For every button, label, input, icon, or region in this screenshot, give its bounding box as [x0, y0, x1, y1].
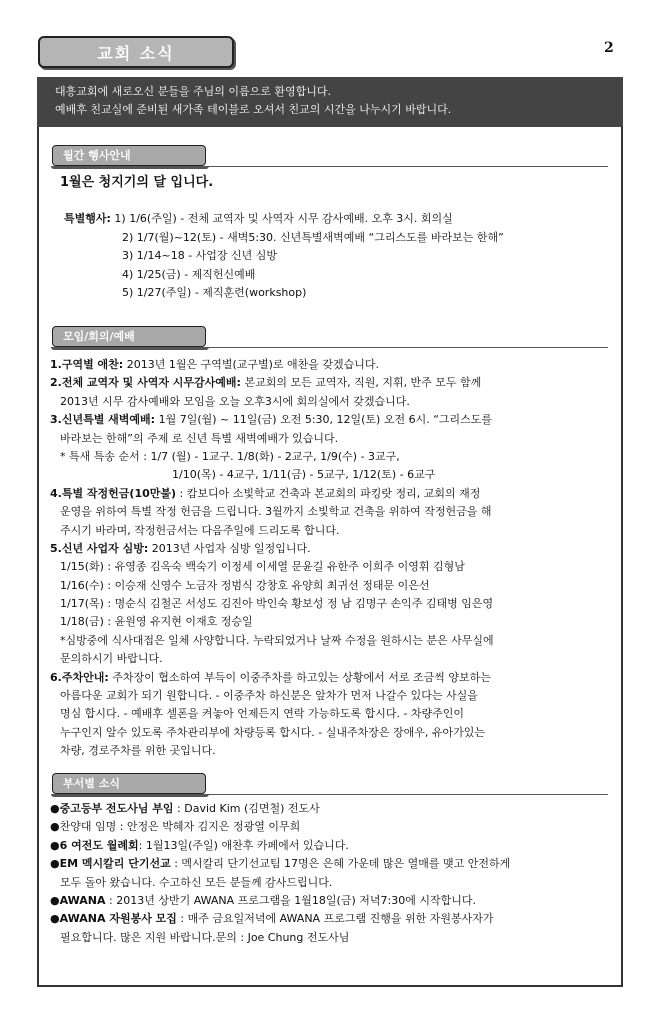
- list-item: 1.구역별 애찬: 2013년 1월은 구역별(교구별)로 애찬을 갖겠습니다.: [50, 358, 380, 371]
- list-item: ●찬양대 임명 : 안정은 박혜자 김지은 정광열 이무희: [50, 820, 301, 834]
- section-divider: [200, 794, 608, 795]
- list-item-cont: 모두 돌아 왔습니다. 수고하신 모든 분들께 감사드립니다.: [60, 875, 333, 889]
- visit-schedule-day: 1/18(금) : 윤원영 유지현 이재호 정승일: [60, 615, 253, 629]
- list-item-cont: 아름다운 교회가 되기 원합니다. - 이중주차 하신분은 앞차가 먼저 나갈수 있다는 사실을: [60, 689, 478, 703]
- dawn-choir-schedule: 1/10(목) - 4교구, 1/11(금) - 5교구, 1/12(토) - 6교구: [172, 468, 436, 482]
- list-item-cont: 누구인지 알수 있도록 주차관리부에 차량등록 합시다. - 실내주차장은 장애우, 유아가있는: [60, 725, 485, 739]
- list-item: ●AWANA : 2013년 상반기 AWANA 프로그램을 1월18일(금) 저녁7:30에 시작합니다.: [50, 893, 476, 907]
- special-events-label: 특별행사:: [64, 212, 111, 225]
- event-item: 5) 1/27(주일) - 제직훈련(workshop): [122, 286, 307, 299]
- list-item-cont: 주시기 바라며, 작정헌금서는 다음주일에 드리도록 합니다.: [60, 523, 340, 537]
- list-item: 5.신년 사업자 심방: 2013년 사업자 심방 일정입니다.: [50, 541, 311, 555]
- list-item: 2.전체 교역자 및 사역자 시무감사예배: 본교회의 모든 교역자, 직원, 지휘, 반주 모두 함께: [50, 376, 482, 390]
- tab-monthly-events: 월간 행사안내: [52, 145, 206, 166]
- list-item-cont: 2013년 시무 감사예배와 모임을 오늘 오후3시에 회의실에서 갖겠습니다.: [60, 394, 410, 408]
- list-item-cont: 명심 합시다. - 예배후 셀폰을 켜놓아 언제든지 연락 가능하도록 합시다. - 차량주인이: [60, 707, 465, 721]
- department-news-list: [50, 800, 510, 947]
- visit-schedule-day: 1/16(수) : 이승재 신영수 노금자 정범식 강창호 유양희 최귀선 정태문 이은선: [60, 578, 430, 592]
- list-item: ●AWANA 자원봉사 모집 : 매주 금요일저녁에 AWANA 프로그램 진행을 위한 자원봉사자가: [50, 912, 494, 926]
- list-item: ●EM 멕시칼리 단기선교 : 멕시칼리 단기선교팀 17명은 은혜 가운데 많은 열매를 맺고 안전하게: [50, 857, 511, 871]
- dawn-choir-schedule: * 특새 특송 순서 : 1/7 (월) - 1교구. 1/8(화) - 2교구, 1/9(수) - 3교구,: [60, 449, 400, 463]
- monthly-headline: 1월은 청지기의 달 입니다.: [60, 175, 214, 190]
- welcome-banner: [37, 77, 623, 127]
- meetings-list: [50, 356, 494, 761]
- list-item: ●중고등부 전도사님 부임 : David Kim (김면철) 전도사: [50, 802, 320, 815]
- list-item-cont: 필요합니다. 많은 지원 바랍니다.문의 : Joe Chung 전도사님: [60, 930, 350, 944]
- welcome-line: 대흥교회에 새로오신 분들을 주님의 이름으로 환영합니다.: [55, 85, 332, 98]
- section-divider: [200, 166, 608, 167]
- list-item: 6.주차안내: 주차장이 협소하여 부득이 이중주차를 하고있는 상황에서 서로 조금씩 양보하는: [50, 670, 491, 684]
- list-item-cont: 바라보는 한해”의 주제 로 신년 특별 새벽예배가 있습니다.: [60, 431, 339, 445]
- event-item: 1) 1/6(주일) - 전체 교역자 및 사역자 시무 감사예배. 오후 3시. 회의실: [114, 212, 453, 225]
- list-item-cont: 운영을 위하여 특별 작정 헌금을 드립니다. 3월까지 소빛학교 건축을 위하여 작정헌금을 해: [60, 505, 492, 519]
- tab-department-news: 부서별 소식: [52, 773, 206, 794]
- tab-meetings: 모임/회의/예배: [52, 326, 206, 347]
- list-item: 4.특별 작정헌금(10만불) : 캄보디아 소빛학교 건축과 본교회의 파킹랏 정리, 교회의 재정: [50, 486, 481, 500]
- event-item: 2) 1/7(월)~12(토) - 새벽5:30. 신년특별새벽예배 “그리스도를 바라보는 한해”: [122, 231, 504, 244]
- event-item: 3) 1/14~18 - 사업장 신년 심방: [122, 249, 278, 262]
- welcome-line: 예배후 친교실에 준비된 새가족 테이블로 오셔서 친교의 시간을 나누시기 바랍니다.: [55, 103, 452, 117]
- list-item: 3.신년특별 새벽예배: 1월 7일(월) ~ 11일(금) 오전 5:30, 12일(토) 오전 6시. “그리스도를: [50, 413, 493, 427]
- visit-note: *심방중에 식사대접은 일체 사양합니다. 누락되었거나 날짜 수정을 원하시는 분은 사무실에: [60, 633, 494, 647]
- page-number: 2: [604, 40, 614, 56]
- section-divider: [200, 347, 608, 348]
- section-title: 교회 소식: [38, 36, 234, 68]
- visit-schedule-day: 1/15(화) : 유영종 김옥숙 백숙기 이정세 이세열 문윤길 유한주 이희주 이영휘 김형남: [60, 560, 465, 574]
- visit-schedule-day: 1/17(목) : 명순식 김철곤 서성도 김진아 박인숙 황보성 정 남 김명구 손익주 김태병 임은영: [60, 597, 494, 611]
- list-item: ●6 여전도 월례회: 1월13일(주일) 애찬후 카페에서 있습니다.: [50, 838, 349, 852]
- special-events-list: [64, 210, 453, 228]
- visit-note: 문의하시기 바랍니다.: [60, 652, 163, 666]
- list-item-cont: 차량, 경로주차를 위한 곳입니다.: [60, 744, 216, 758]
- event-item: 4) 1/25(금) - 제직헌신예배: [122, 268, 256, 281]
